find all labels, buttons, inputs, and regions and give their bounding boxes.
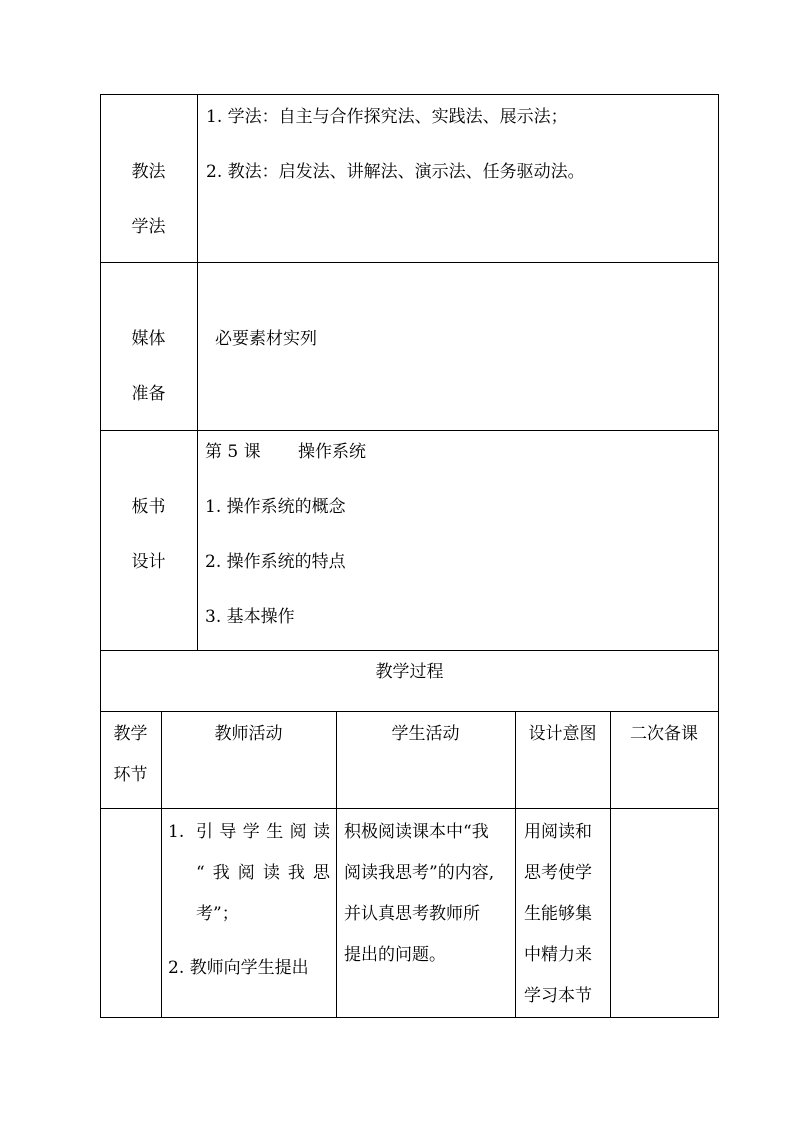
column-divider [197, 94, 198, 651]
methods-label-line-2: 学法 [131, 217, 166, 237]
intent-line: 生能够集 [524, 904, 592, 924]
methods-label-line-1: 教法 [131, 162, 166, 182]
row-divider [100, 711, 719, 712]
student-line: 并认真思考教师所 [344, 904, 480, 924]
row-divider [100, 650, 719, 651]
teacher-line: 1. 引导学生阅读 [168, 822, 330, 842]
teacher-line: “我阅读我思 [196, 863, 330, 883]
board-label-line-1: 板书 [131, 497, 166, 517]
table-border-top [100, 94, 719, 95]
process-title: 教学过程 [375, 662, 444, 682]
row-divider [100, 262, 719, 263]
media-label-line-2: 准备 [131, 384, 166, 404]
intent-line: 学习本节 [524, 986, 592, 1006]
board-label-line-2: 设计 [131, 552, 166, 572]
student-line: 提出的问题。 [344, 945, 446, 965]
methods-line-1: 1. 学法：自主与合作探究法、实践法、展示法； [206, 107, 568, 127]
methods-line-2: 2. 教法：启发法、讲解法、演示法、任务驱动法。 [206, 162, 585, 182]
intent-line: 中精力来 [524, 945, 592, 965]
board-item: 3. 基本操作 [205, 607, 295, 627]
table-border-right [718, 94, 719, 1018]
row-divider [100, 808, 719, 809]
row-divider [100, 430, 719, 431]
header-teacher: 教师活动 [214, 724, 283, 744]
board-title-lesson: 第 5 课 [205, 442, 261, 462]
column-divider [336, 711, 337, 1018]
board-title-name: 操作系统 [298, 442, 366, 462]
header-student: 学生活动 [391, 724, 460, 744]
media-content: 必要素材实列 [215, 329, 317, 349]
header-stage-line-2: 环节 [113, 765, 148, 785]
header-stage-line-1: 教学 [113, 724, 148, 744]
student-line: 积极阅读课本中“我 [344, 822, 489, 842]
header-prep: 二次备课 [630, 724, 698, 744]
teacher-line: 2. 教师向学生提出 [168, 958, 309, 978]
intent-line: 用阅读和 [524, 822, 592, 842]
board-item: 1. 操作系统的概念 [205, 497, 346, 517]
header-intent: 设计意图 [528, 724, 597, 744]
teacher-line: 考”； [196, 904, 239, 924]
table-border-bottom [100, 1017, 719, 1018]
intent-line: 思考使学 [524, 863, 592, 883]
student-line: 阅读我思考”的内容, [344, 863, 495, 883]
column-divider [610, 711, 611, 1018]
column-divider [161, 711, 162, 1018]
column-divider [515, 711, 516, 1018]
board-item: 2. 操作系统的特点 [205, 552, 346, 572]
media-label-line-1: 媒体 [131, 329, 166, 349]
